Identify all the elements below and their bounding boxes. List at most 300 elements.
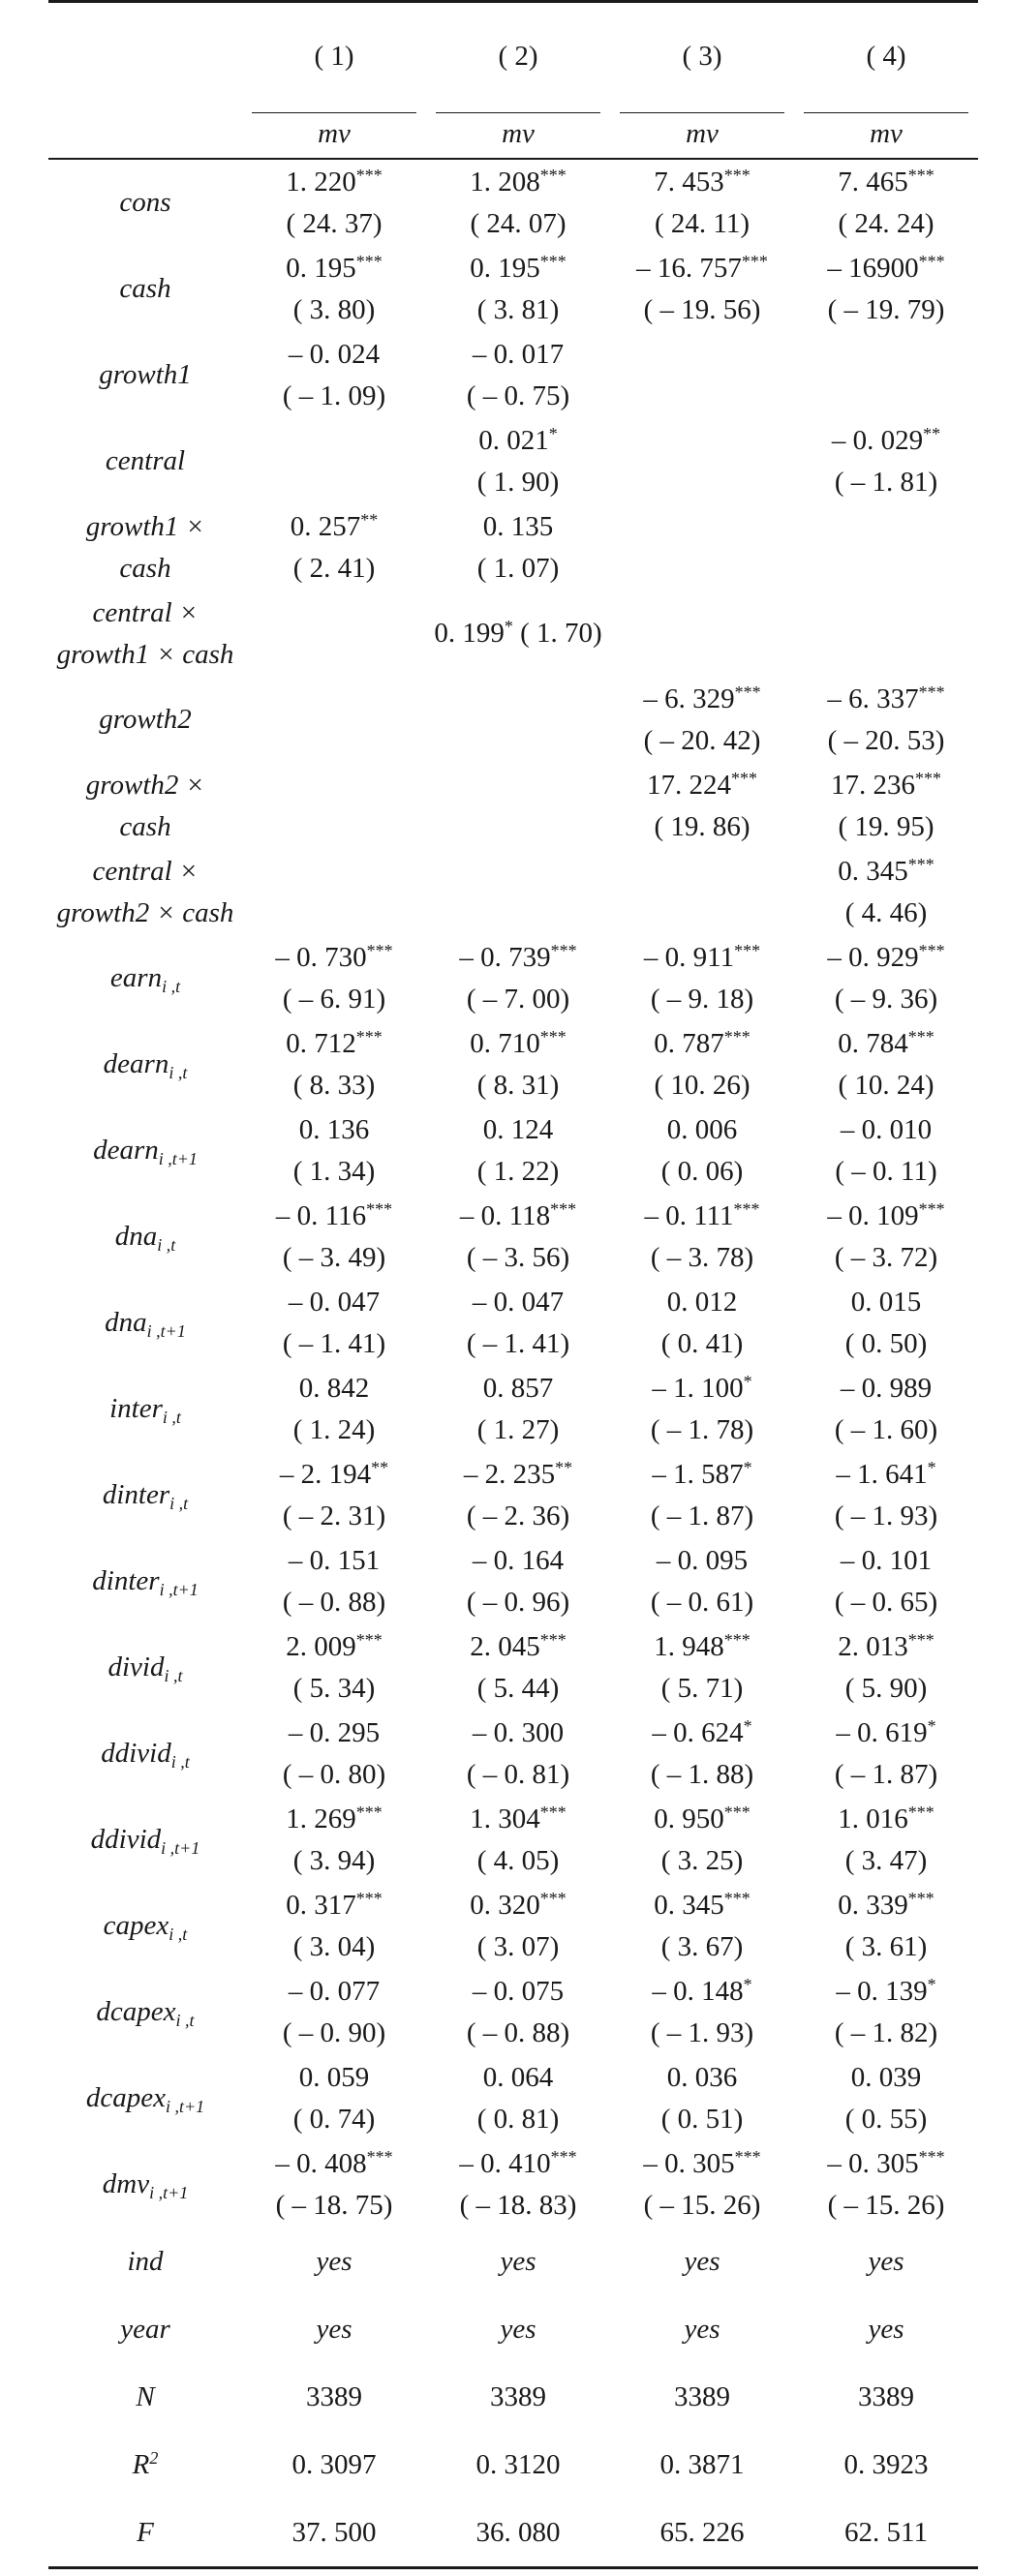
coefficient-value [426, 248, 610, 289]
summary-value: 0. 3923 [843, 2448, 929, 2480]
variable-subscript: i ,t [170, 1752, 190, 1772]
coefficient-number: – 0. 305 [643, 2147, 735, 2179]
summary-value: 0. 3097 [291, 2448, 377, 2480]
coefficient-number: 0. 712 [286, 1027, 356, 1059]
summary-value: 3389 [858, 2380, 914, 2412]
t-statistic: ( 10. 24) [838, 1069, 934, 1101]
t-statistic: ( 1. 07) [476, 552, 560, 584]
table-row [48, 246, 978, 332]
coefficient-cell [794, 591, 978, 677]
summary-value: yes [868, 2245, 904, 2277]
t-statistic: ( 1. 24) [292, 1413, 376, 1445]
significance-stars: *** [723, 1802, 751, 1822]
t-statistic: ( 0. 51) [660, 2103, 744, 2135]
coefficient-cell [426, 1194, 610, 1280]
coefficient-number: 2. 045 [470, 1630, 540, 1662]
coefficient-number: – 0. 730 [275, 941, 367, 973]
summary-label [48, 2295, 242, 2363]
coefficient-number: 0. 842 [298, 1372, 370, 1404]
variable-subscript: i ,t+1 [149, 2183, 189, 2202]
coefficient-number: 0. 195 [470, 252, 540, 284]
coefficient-number: 0. 021 [478, 424, 549, 456]
t-statistic: ( – 1. 09) [282, 379, 386, 411]
dependent-variable-label: mv [242, 109, 426, 159]
coefficient-cell [794, 1280, 978, 1366]
coefficient-value [794, 937, 978, 979]
coefficient-number: 7. 453 [654, 166, 724, 197]
t-statistic: ( 8. 33) [292, 1069, 376, 1101]
variable-name: dearn$_{i ,t}$ [103, 1048, 188, 1082]
coefficient-value [794, 1885, 978, 1926]
coefficient-value [794, 1712, 978, 1754]
coefficient-value [242, 334, 426, 376]
coefficient-value [426, 334, 610, 376]
table-row [48, 1107, 978, 1194]
coefficient-value [426, 1023, 610, 1065]
variable-label [48, 1280, 242, 1366]
summary-row [48, 2431, 978, 2499]
variable-label [48, 2055, 242, 2141]
coefficient-number: 0. 012 [666, 1286, 738, 1318]
coefficient-number: – 0. 739 [459, 941, 551, 973]
coefficient-value [242, 2057, 426, 2099]
significance-stars: *** [734, 682, 761, 702]
coefficient-cell [610, 1194, 794, 1280]
coefficient-value [794, 2143, 978, 2185]
variable-label [48, 2141, 242, 2227]
variable-name: growth1 × [85, 510, 205, 542]
t-statistic: ( 3. 80) [292, 293, 376, 325]
t-statistic: ( 24. 11) [655, 207, 750, 239]
coefficient-cell [426, 159, 610, 246]
coefficient-cell [794, 332, 978, 418]
coefficient-number: 1. 208 [470, 166, 540, 197]
t-statistic: ( – 2. 36) [466, 1500, 570, 1531]
coefficient-number: – 2. 194 [279, 1458, 372, 1490]
coefficient-value [426, 1109, 610, 1151]
coefficient-number: 0. 135 [482, 510, 554, 542]
significance-stars: *** [539, 1026, 567, 1046]
coefficient-value [610, 1109, 794, 1151]
coefficient-value [426, 1454, 610, 1496]
coefficient-value [242, 1023, 426, 1065]
coefficient-cell [610, 1797, 794, 1883]
t-statistic: ( 2. 41) [292, 552, 376, 584]
coefficient-value [242, 506, 426, 548]
summary-value: yes [684, 2313, 720, 2345]
t-statistic: ( – 1. 88) [650, 1758, 754, 1790]
variable-name-line2: growth1 × cash [56, 638, 234, 670]
coefficient-number: 7. 465 [838, 166, 908, 197]
t-statistic: ( 0. 81) [476, 2103, 560, 2135]
variable-name: capex$_{i ,t}$ [103, 1910, 188, 1944]
coefficient-number: – 0. 300 [472, 1716, 565, 1748]
coefficient-number: – 0. 619 [836, 1716, 928, 1748]
coefficient-cell [242, 418, 426, 504]
coefficient-cell [610, 332, 794, 418]
coefficient-value [610, 1712, 794, 1754]
coefficient-value [426, 1712, 610, 1754]
coefficient-number: – 0. 075 [472, 1975, 565, 2007]
significance-stars: *** [918, 1198, 945, 1219]
dependent-variable-label: mv [794, 109, 978, 159]
coefficient-cell [242, 332, 426, 418]
coefficient-cell [610, 1452, 794, 1538]
variable-name: ddivid$_{i ,t}$ [101, 1738, 190, 1772]
coefficient-cell [242, 1538, 426, 1624]
t-statistic: ( 1. 70) [520, 618, 602, 649]
coefficient-value [794, 1971, 978, 2013]
coefficient-number: – 6. 329 [643, 682, 735, 714]
coefficient-value [610, 2143, 794, 2185]
table-row [48, 1883, 978, 1969]
significance-stars: *** [907, 1802, 934, 1822]
variable-name: growth1 [99, 359, 192, 390]
t-statistic: ( – 1. 87) [650, 1500, 754, 1531]
variable-label [48, 418, 242, 504]
coefficient-value [426, 1626, 610, 1668]
t-statistic: ( – 0. 81) [466, 1758, 570, 1790]
summary-row [48, 2295, 978, 2363]
significance-stars: *** [366, 2146, 393, 2167]
coefficient-number: 0. 064 [482, 2061, 554, 2093]
coefficient-cell [794, 2055, 978, 2141]
table-row [48, 2141, 978, 2227]
coefficient-cell [794, 763, 978, 849]
variable-name: dna$_{i ,t}$ [114, 1221, 176, 1255]
significance-stars: *** [723, 1629, 751, 1650]
significance-stars: *** [355, 251, 383, 271]
significance-stars: *** [734, 2146, 761, 2167]
variable-label [48, 1969, 242, 2055]
summary-row [48, 2227, 978, 2295]
coefficient-value [426, 937, 610, 979]
coefficient-cell [242, 1452, 426, 1538]
variable-subscript: i ,t [164, 1666, 183, 1685]
coefficient-cell [426, 1624, 610, 1711]
significance-stars: *** [355, 165, 383, 185]
summary-row [48, 2499, 978, 2568]
coefficient-cell [794, 1021, 978, 1107]
table-row [48, 849, 978, 935]
coefficient-cell [794, 159, 978, 246]
significance-stars: *** [907, 1026, 934, 1046]
coefficient-cell [242, 1797, 426, 1883]
coefficient-number: 17. 236 [831, 769, 915, 801]
coefficient-cell [242, 159, 426, 246]
t-statistic: ( 3. 61) [844, 1930, 928, 1962]
coefficient-value [610, 1454, 794, 1496]
coefficient-cell [242, 504, 426, 591]
variable-name-line2: growth2 × cash [56, 896, 234, 928]
coefficient-cell [794, 2141, 978, 2227]
variable-name: central × [92, 596, 199, 628]
coefficient-number: – 0. 047 [472, 1286, 565, 1318]
variable-label [48, 1107, 242, 1194]
t-statistic: ( 24. 24) [838, 207, 934, 239]
coefficient-cell [426, 1452, 610, 1538]
coefficient-number: 17. 224 [647, 769, 731, 801]
significance-stars: *** [741, 251, 768, 271]
coefficient-cell [610, 246, 794, 332]
coefficient-number: 0. 339 [838, 1889, 908, 1921]
coefficient-number: – 2. 235 [463, 1458, 556, 1490]
table-row [48, 1797, 978, 1883]
significance-stars: ** [923, 423, 941, 443]
header-corner [48, 109, 242, 159]
t-statistic: ( – 20. 42) [643, 724, 761, 756]
coefficient-cell [242, 591, 426, 677]
variable-name: dmv$_{i ,t+1}$ [102, 2168, 189, 2202]
coefficient-value [610, 2057, 794, 2099]
summary-name: F [137, 2516, 154, 2548]
coefficient-value [610, 937, 794, 979]
table-row [48, 159, 978, 246]
coefficient-value [610, 765, 794, 806]
coefficient-value [610, 1196, 794, 1237]
coefficient-number: – 1. 587 [652, 1458, 744, 1490]
variable-subscript: i ,t [168, 1063, 188, 1082]
coefficient-cell [610, 1711, 794, 1797]
coefficient-number: – 0. 989 [840, 1372, 933, 1404]
summary-value: 0. 3871 [659, 2448, 745, 2480]
table-row [48, 1021, 978, 1107]
coefficient-number: 0. 317 [286, 1889, 356, 1921]
variable-label [48, 1883, 242, 1969]
variable-subscript: i ,t+1 [161, 1838, 200, 1858]
table-row [48, 935, 978, 1021]
coefficient-cell [426, 1280, 610, 1366]
t-statistic: ( 24. 07) [470, 207, 567, 239]
variable-name: dinter$_{i ,t+1}$ [92, 1565, 199, 1599]
coefficient-cell [794, 1452, 978, 1538]
significance-stars: *** [733, 1198, 760, 1219]
coefficient-cell [242, 2141, 426, 2227]
significance-stars: *** [918, 940, 945, 960]
coefficient-cell [610, 504, 794, 591]
coefficient-cell [794, 849, 978, 935]
t-statistic: ( – 3. 72) [834, 1241, 938, 1273]
coefficient-cell [610, 418, 794, 504]
significance-stars: * [743, 1715, 752, 1736]
t-statistic: ( 0. 74) [292, 2103, 376, 2135]
coefficient-cell [794, 1624, 978, 1711]
variable-label [48, 1452, 242, 1538]
variable-label [48, 1797, 242, 1883]
variable-subscript: i ,t [162, 1408, 181, 1427]
coefficient-value [794, 1282, 978, 1323]
coefficient-cell [242, 849, 426, 935]
variable-name: central [105, 445, 186, 476]
t-statistic: ( – 0. 80) [282, 1758, 386, 1790]
t-statistic: ( – 1. 82) [834, 2016, 938, 2048]
summary-name: N [136, 2380, 155, 2412]
variable-label [48, 159, 242, 246]
t-statistic: ( – 0. 96) [466, 1586, 570, 1618]
coefficient-value [610, 1368, 794, 1409]
t-statistic: ( – 1. 41) [466, 1327, 570, 1359]
coefficient-number: 1. 016 [838, 1803, 908, 1834]
summary-label [48, 2431, 242, 2499]
coefficient-value [426, 1885, 610, 1926]
significance-stars: *** [918, 251, 945, 271]
coefficient-number: 0. 059 [298, 2061, 370, 2093]
coefficient-number: – 0. 047 [288, 1286, 381, 1318]
significance-stars: *** [539, 1629, 567, 1650]
t-statistic: ( 3. 07) [476, 1930, 560, 1962]
t-statistic: ( 1. 27) [476, 1413, 560, 1445]
variable-label [48, 1021, 242, 1107]
summary-name: R [132, 2448, 150, 2480]
coefficient-value [242, 1885, 426, 1926]
coefficient-cell [610, 1021, 794, 1107]
coefficient-number: – 16. 757 [636, 252, 742, 284]
t-statistic: ( 5. 34) [292, 1672, 376, 1704]
header-corner [48, 2, 242, 110]
coefficient-value [242, 1454, 426, 1496]
coefficient-value [610, 1885, 794, 1926]
t-statistic: ( 5. 71) [660, 1672, 744, 1704]
coefficient-number: 0. 320 [470, 1889, 540, 1921]
variable-subscript: i ,t+1 [159, 1580, 199, 1599]
coefficient-cell [242, 763, 426, 849]
table-row [48, 1194, 978, 1280]
t-statistic: ( – 19. 79) [827, 293, 945, 325]
significance-stars: * [927, 1974, 936, 1994]
coefficient-cell [794, 1194, 978, 1280]
coefficient-value [426, 2143, 610, 2185]
table-row [48, 2055, 978, 2141]
t-statistic: ( – 1. 93) [834, 1500, 938, 1531]
significance-stars: *** [539, 251, 567, 271]
coefficient-cell [794, 418, 978, 504]
summary-value: yes [500, 2245, 536, 2277]
summary-value: 3389 [306, 2380, 362, 2412]
coefficient-cell [426, 1366, 610, 1452]
table-row [48, 418, 978, 504]
coefficient-value [610, 162, 794, 203]
significance-stars: *** [731, 768, 757, 788]
coefficient-number: – 0. 305 [827, 2147, 919, 2179]
t-statistic: ( 1. 90) [476, 466, 560, 498]
coefficient-cell [242, 1883, 426, 1969]
coefficient-number: – 0. 139 [836, 1975, 928, 2007]
variable-name: growth2 × [85, 769, 205, 801]
summary-value: 65. 226 [610, 2499, 794, 2568]
coefficient-number: 2. 009 [286, 1630, 356, 1662]
coefficient-value [794, 851, 978, 893]
t-statistic: ( – 19. 56) [643, 293, 761, 325]
t-statistic: ( – 15. 26) [827, 2189, 945, 2221]
variable-subscript: i ,t [162, 977, 181, 996]
significance-stars: *** [907, 165, 934, 185]
coefficient-cell [794, 935, 978, 1021]
coefficient-cell [610, 1624, 794, 1711]
summary-value: 0. 3120 [475, 2448, 561, 2480]
significance-stars: ** [360, 509, 379, 530]
coefficient-cell [426, 1538, 610, 1624]
t-statistic: ( 0. 06) [660, 1155, 744, 1187]
variable-name-line2: cash [119, 552, 171, 584]
coefficient-number: 0. 257 [290, 510, 361, 542]
summary-value: yes [868, 2313, 904, 2345]
significance-stars: * [927, 1715, 936, 1736]
column-number-row [48, 2, 978, 110]
dependent-variable-label: mv [426, 109, 610, 159]
t-statistic: ( 5. 90) [844, 1672, 928, 1704]
coefficient-number: 0. 136 [298, 1113, 370, 1145]
coefficient-value [426, 613, 610, 654]
coefficient-value [242, 1626, 426, 1668]
coefficient-value [610, 679, 794, 720]
t-statistic: ( 5. 44) [476, 1672, 560, 1704]
coefficient-value [426, 162, 610, 203]
coefficient-cell [242, 1021, 426, 1107]
coefficient-number: 0. 195 [286, 252, 356, 284]
coefficient-cell [610, 1280, 794, 1366]
variable-name: divid$_{i ,t}$ [107, 1652, 183, 1685]
t-statistic: ( 4. 05) [476, 1844, 560, 1876]
t-statistic: ( 3. 67) [660, 1930, 744, 1962]
coefficient-number: 0. 345 [838, 855, 908, 887]
coefficient-number: 0. 787 [654, 1027, 724, 1059]
significance-stars: * [743, 1371, 752, 1391]
summary-value: yes [500, 2313, 536, 2345]
coefficient-cell [794, 1538, 978, 1624]
variable-subscript: i ,t [175, 2011, 195, 2030]
significance-stars: ** [555, 1457, 573, 1477]
significance-stars: *** [355, 1802, 383, 1822]
coefficient-cell [426, 2055, 610, 2141]
coefficient-cell [426, 332, 610, 418]
coefficient-cell [426, 677, 610, 763]
variable-subscript: i ,t [168, 1924, 188, 1944]
coefficient-cell [610, 159, 794, 246]
coefficient-cell [426, 1021, 610, 1107]
coefficient-cell [426, 591, 610, 677]
coefficient-cell [242, 1107, 426, 1194]
summary-value: 36. 080 [426, 2499, 610, 2568]
coefficient-cell [794, 1366, 978, 1452]
coefficient-cell [426, 1711, 610, 1797]
significance-stars: *** [539, 165, 567, 185]
variable-subscript: i ,t+1 [146, 1321, 186, 1341]
coefficient-cell [794, 1969, 978, 2055]
t-statistic: ( – 3. 49) [282, 1241, 386, 1273]
coefficient-value [794, 1454, 978, 1496]
significance-stars: *** [915, 768, 941, 788]
coefficient-number: – 0. 295 [288, 1716, 381, 1748]
t-statistic: ( 4. 46) [844, 896, 928, 928]
column-header: ( 3) [682, 40, 722, 72]
column-header: ( 4) [866, 40, 906, 72]
significance-stars: *** [734, 940, 761, 960]
dependent-variable-label: mv [610, 109, 794, 159]
variable-label [48, 935, 242, 1021]
column-header: ( 1) [314, 40, 354, 72]
coefficient-cell [794, 1711, 978, 1797]
coefficient-number: – 0. 118 [459, 1199, 551, 1231]
summary-value: 3389 [674, 2380, 730, 2412]
significance-stars: *** [550, 940, 577, 960]
coefficient-value [426, 1540, 610, 1582]
coefficient-value [794, 765, 978, 806]
coefficient-value [794, 1196, 978, 1237]
variable-subscript: i ,t+1 [158, 1149, 198, 1168]
t-statistic: ( 3. 94) [292, 1844, 376, 1876]
table-row [48, 504, 978, 591]
coefficient-value [426, 1196, 610, 1237]
